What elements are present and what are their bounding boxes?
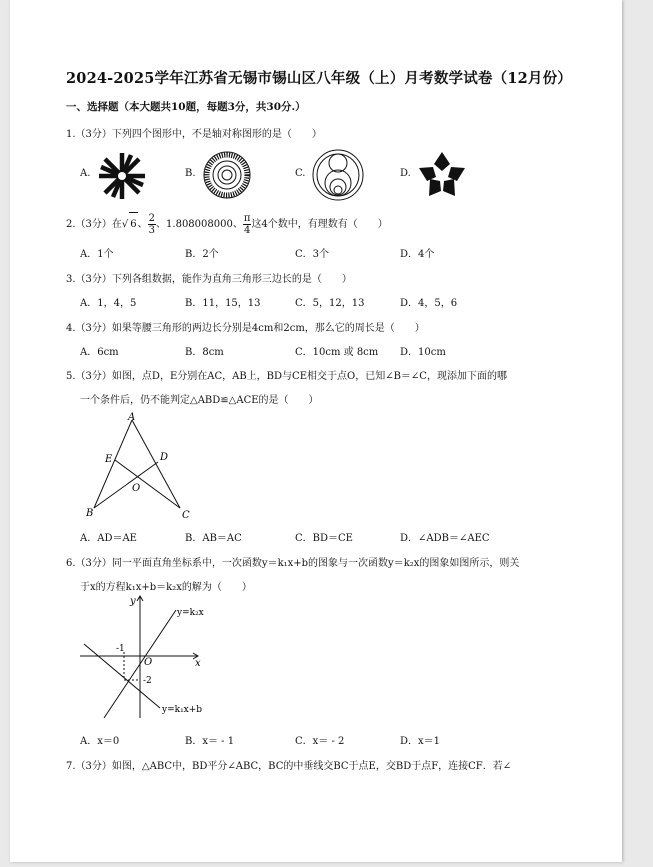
q3-option-c: C．5，12，13 <box>295 298 365 309</box>
tick-neg2: -2 <box>143 676 152 686</box>
question-6-line-1: 6.（3分）同一平面直角坐标系中，一次函数y＝k₁x+b的图象与一次函数y＝k₂x的图象如图所示，则关 <box>66 558 520 569</box>
line-k2-label: y=k₂x <box>177 608 204 618</box>
sqrt-symbol: √ <box>121 219 129 230</box>
question-5-line-1: 5.（3分）如图，点D，E分别在AC，AB上，BD与CE相交于点O，已知∠B＝∠C，现添加下面的哪 <box>66 371 507 382</box>
q4-option-a: A．6cm <box>80 347 119 358</box>
q1-option-c: C. <box>295 168 306 179</box>
q6-option-d: D．x＝1 <box>400 736 441 747</box>
q2-option-d: D．4个 <box>400 249 435 260</box>
q4-option-d: D．10cm <box>400 347 446 358</box>
label-c: C <box>182 510 190 521</box>
q3-option-d: D．4，5，6 <box>400 298 458 309</box>
question-3: 3.（3分）下列各组数据，能作为直角三角形三边长的是（ ） <box>66 274 352 285</box>
q5-option-a: A．AD＝AE <box>80 533 137 544</box>
q4-option-b: B．8cm <box>185 347 224 358</box>
label-d: D <box>160 452 169 463</box>
question-7: 7.（3分）如图，△ABC中，BD平分∠ABC，BC的中垂线交BC于点E，交BD于点F，连接CF．若∠ <box>66 761 512 772</box>
q5-option-d: D．∠ADB＝∠AEC <box>400 533 490 544</box>
label-b: B <box>86 508 94 519</box>
fraction-two-thirds: $\frac{2}{3}$ <box>148 213 156 236</box>
label-o: O <box>132 483 141 494</box>
q5-triangle-figure <box>80 410 200 522</box>
q5-option-c: C．BD＝CE <box>295 533 353 544</box>
question-2: 2.（3分）在√ 6、 $\frac{2}{3}$ 、1.808008000、 $\frac{\pi}{4}$ 这4个数中，有理数有（ ） <box>66 213 388 236</box>
tick-neg1: -1 <box>116 644 125 654</box>
q6-option-b: B．x＝ - 1 <box>185 736 235 747</box>
q1-figure-c <box>311 148 365 202</box>
x-axis-label: x <box>195 658 201 669</box>
q2-option-c: C．3个 <box>295 249 330 260</box>
question-5-line-2: 一个条件后，仍不能判定△ABD≌△ACE的是（ ） <box>80 395 319 406</box>
document-page <box>10 0 622 862</box>
q3-option-b: B．11，15，13 <box>185 298 261 309</box>
q6-option-c: C．x＝ - 2 <box>295 736 345 747</box>
label-a: A <box>128 412 136 423</box>
question-4: 4.（3分）如果等腰三角形的两边长分别是4cm和2cm，那么它的周长是（ ） <box>66 323 425 334</box>
question-6-line-2: 于x的方程k₁x+b＝k₂x的解为（ ） <box>80 582 252 593</box>
q1-figure-d <box>417 150 467 200</box>
origin-label: O <box>144 657 153 668</box>
q5-option-b: B．AB＝AC <box>185 533 242 544</box>
q4-option-c: C．10cm 或 8cm <box>295 347 379 358</box>
q6-coordinate-figure <box>80 592 230 722</box>
q6-option-a: A．x＝0 <box>80 736 120 747</box>
q1-option-b: B. <box>185 168 196 179</box>
q1-option-d: D. <box>400 168 411 179</box>
question-1: 1.（3分）下列四个图形中，不是轴对称图形的是（ ） <box>66 129 322 140</box>
q1-option-a: A. <box>80 168 91 179</box>
exam-title: 2024-2025学年江苏省无锡市锡山区八年级（上）月考数学试卷（12月份） <box>66 70 573 87</box>
y-axis-label: y <box>130 596 136 607</box>
line-k1-label: y=k₁x+b <box>162 705 203 715</box>
label-e: E <box>105 454 113 465</box>
q2-option-a: A．1个 <box>80 249 114 260</box>
q1-figure-a <box>97 151 147 201</box>
section-heading: 一、选择题（本大题共10题，每题3分，共30分.） <box>66 101 306 113</box>
q1-figure-b <box>202 150 252 200</box>
q2-option-b: B．2个 <box>185 249 219 260</box>
fraction-pi-over-four: $\frac{\pi}{4}$ <box>243 213 251 236</box>
q3-option-a: A．1，4，5 <box>80 298 137 309</box>
